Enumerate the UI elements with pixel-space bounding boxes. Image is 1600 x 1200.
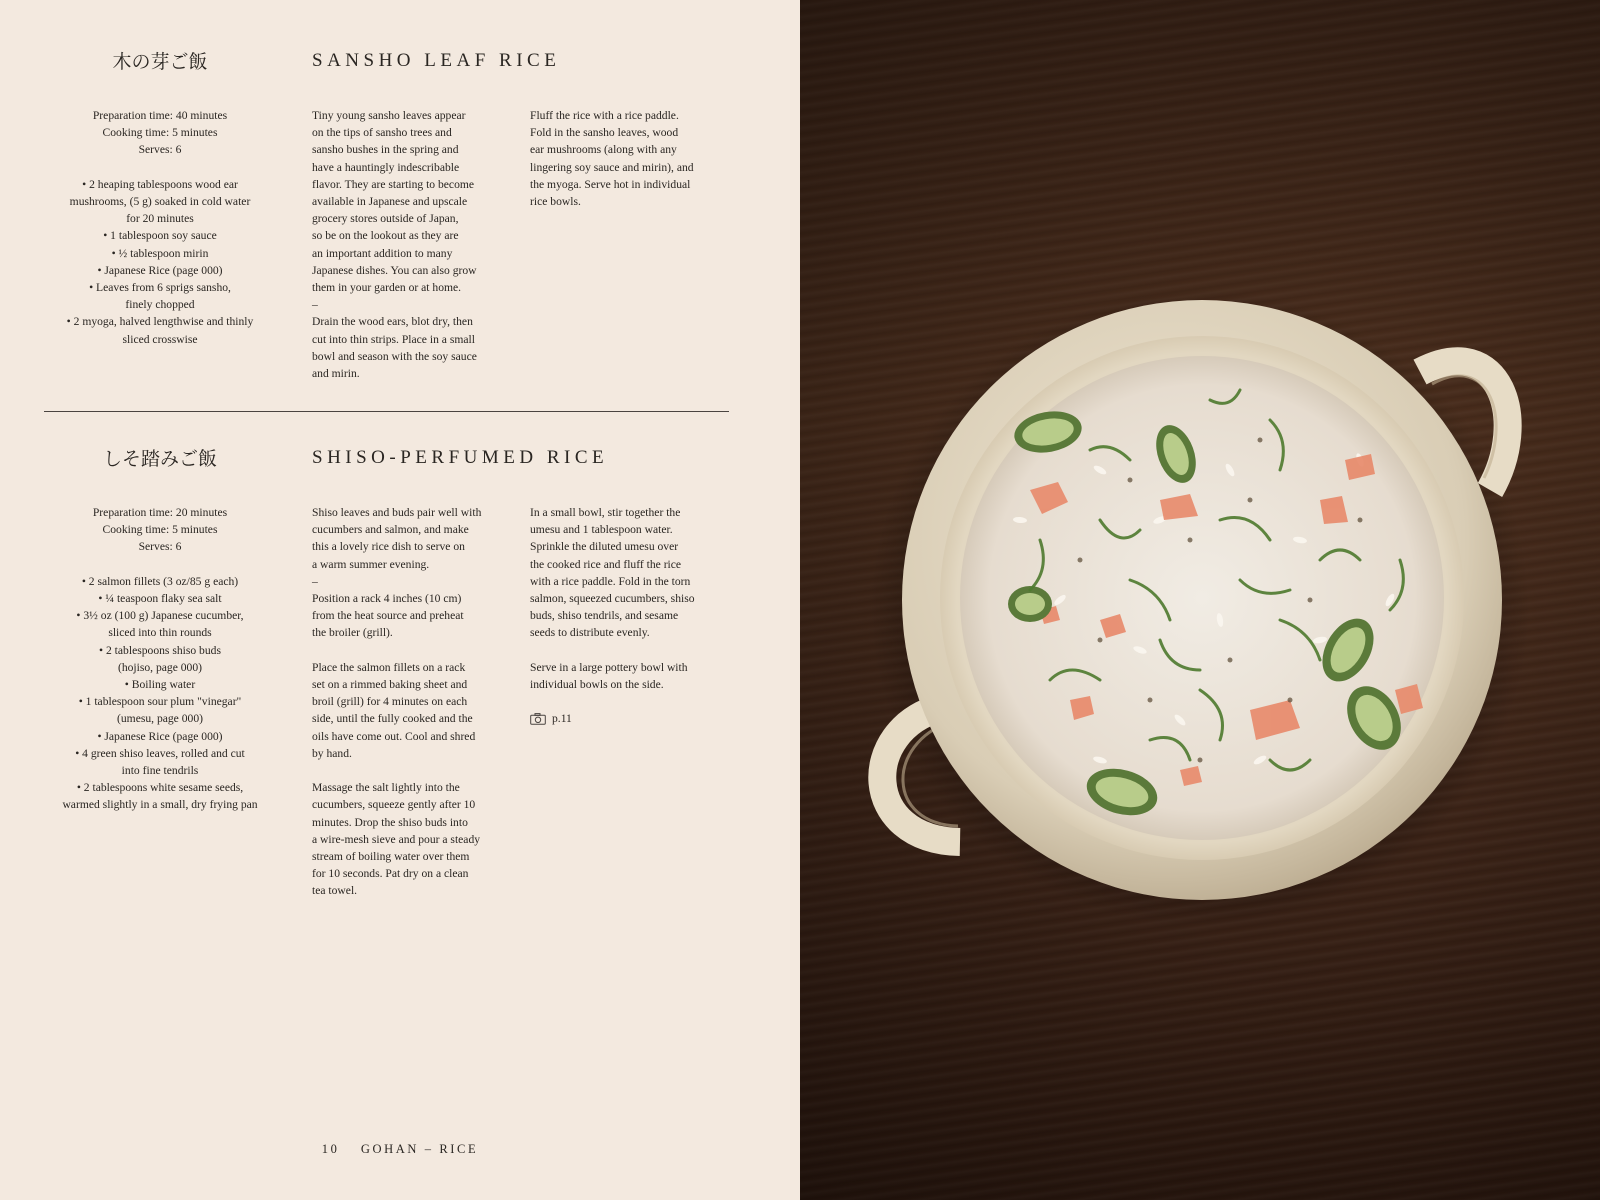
recipe1-en-title: SANSHO LEAF RICE <box>312 50 561 71</box>
recipe1-ingredients <box>44 107 276 348</box>
ingredient-line: • 2 myoga, halved lengthwise and thinly <box>66 315 254 329</box>
ingredient-line: sliced into thin rounds <box>108 626 212 640</box>
text-line: an important addition to many <box>312 246 453 260</box>
recipe1-prep-time: Preparation time: 40 minutes <box>92 109 228 122</box>
ingredient-line: mushrooms, (5 g) soaked in cold water <box>69 195 251 208</box>
ingredient-line: • Leaves from 6 sprigs sansho, <box>89 281 231 295</box>
recipe2-jp-title: しそ踏みご飯 <box>102 448 217 470</box>
text-line: the cooked rice and fluff the rice <box>530 557 682 571</box>
text-line: Position a rack 4 inches (10 cm) <box>312 592 462 606</box>
recipe2-ingredients <box>44 504 276 814</box>
page-footer <box>300 1142 500 1157</box>
section-divider <box>44 411 729 412</box>
recipe2-en-title: SHISO-PERFUMED RICE <box>312 447 609 468</box>
ingredient-line: • 2 tablespoons shiso buds <box>99 643 221 657</box>
recipe1-method-end <box>530 107 735 210</box>
text-line: individual bowls on the side. <box>530 678 664 692</box>
ingredient-line: for 20 minutes <box>126 212 194 226</box>
text-line: grocery stores outside of Japan, <box>312 212 459 226</box>
text-line: broil (grill) for 4 minutes on each <box>312 695 468 709</box>
text-line: a wire-mesh sieve and pour a steady <box>312 832 481 846</box>
text-line: umesu and 1 tablespoon water. <box>530 523 673 537</box>
text-line: available in Japanese and upscale <box>312 195 468 209</box>
text-line: stream of boiling water over them <box>312 850 470 864</box>
text-line: side, until the fully cooked and the <box>312 712 473 726</box>
text-line: Fold in the sansho leaves, wood <box>530 126 679 140</box>
text-line: Place the salmon fillets on a rack <box>312 660 466 674</box>
text-line: by hand. <box>312 746 352 760</box>
ingredient-line: • 1 tablespoon sour plum "vinegar" <box>78 695 242 709</box>
ingredient-line: • 2 salmon fillets (3 oz/85 g each) <box>81 574 239 588</box>
text-line: them in your garden or at home. <box>312 281 462 295</box>
text-line: Sprinkle the diluted umesu over <box>530 540 679 554</box>
section-title: GOHAN – RICE <box>360 1142 479 1156</box>
text-line: minutes. Drop the shiso buds into <box>312 815 468 829</box>
blank-line <box>312 762 518 779</box>
text-line: Serve in a large pottery bowl with <box>530 660 688 674</box>
text-line: sansho bushes in the spring and <box>312 143 459 157</box>
text-line: Shiso leaves and buds pair well with <box>312 506 482 519</box>
text-line: ear mushrooms (along with any <box>530 143 677 157</box>
ingredient-line: into fine tendrils <box>121 764 199 778</box>
ingredient-line: (umesu, page 000) <box>117 712 203 726</box>
text-line: flavor. They are starting to become <box>312 177 475 191</box>
text-line: with a rice paddle. Fold in the torn <box>530 574 691 588</box>
ingredient-line: finely chopped <box>125 298 195 312</box>
photo-page-ref: p.11 <box>552 712 572 725</box>
recipe2-intro-method <box>312 504 518 900</box>
ingredient-line: • ½ tablespoon mirin <box>111 246 209 260</box>
recipe2-serves: Serves: 6 <box>138 540 182 554</box>
recipe2-method-end <box>530 504 735 693</box>
ingredient-line: • 2 tablespoons white sesame seeds, <box>76 781 244 795</box>
text-line: rice bowls. <box>530 195 581 209</box>
text-line: tea towel. <box>312 884 358 898</box>
ingredient-line: • 1 tablespoon soy sauce <box>103 229 217 243</box>
ingredient-line: • 3½ oz (100 g) Japanese cucumber, <box>76 609 244 623</box>
text-line: seeds to distribute evenly. <box>530 626 650 640</box>
text-line: for 10 seconds. Pat dry on a clean <box>312 867 469 881</box>
text-line: Tiny young sansho leaves appear <box>312 109 466 122</box>
text-line: have a hauntingly indescribable <box>312 160 460 174</box>
text-line: the broiler (grill). <box>312 626 393 640</box>
recipe2-prep-time: Preparation time: 20 minutes <box>92 506 228 519</box>
text-line: from the heat source and preheat <box>312 609 464 623</box>
recipe2-cook-time: Cooking time: 5 minutes <box>102 523 218 537</box>
recipe1-cook-time: Cooking time: 5 minutes <box>102 126 218 140</box>
food-photo <box>800 0 1600 1200</box>
text-line: set on a rimmed baking sheet and <box>312 678 468 692</box>
text-line: salmon, squeezed cucumbers, shiso <box>530 592 695 606</box>
text-line: Japanese dishes. You can also grow <box>312 263 477 277</box>
recipe1-serves: Serves: 6 <box>138 143 182 157</box>
recipe1-intro-method <box>312 107 518 382</box>
text-line: lingering soy sauce and mirin), and <box>530 160 694 174</box>
text-line: cucumbers and salmon, and make <box>312 523 469 537</box>
text-line: buds, shiso tendrils, and sesame <box>530 609 679 623</box>
ingredient-line: • ¼ teaspoon flaky sea salt <box>98 592 222 605</box>
text-line: this a lovely rice dish to serve on <box>312 540 465 554</box>
text-line: on the tips of sansho trees and <box>312 126 452 140</box>
camera-icon <box>530 713 546 725</box>
dash-separator: – <box>312 574 318 588</box>
ingredient-line: sliced crosswise <box>122 332 198 346</box>
recipe1-jp-title: 木の芽ご飯 <box>112 51 208 73</box>
text-line: a warm summer evening. <box>312 557 430 571</box>
page-number: 10 <box>321 1142 340 1156</box>
rice-bowl-photo <box>800 0 1600 1200</box>
ingredient-line: • Japanese Rice (page 000) <box>97 263 223 277</box>
ingredient-line: • 4 green shiso leaves, rolled and cut <box>75 746 245 760</box>
ingredient-line: • Japanese Rice (page 000) <box>97 729 223 743</box>
dash-separator: – <box>312 298 318 312</box>
text-line: so be on the lookout as they are <box>312 229 459 243</box>
text-line: the myoga. Serve hot in individual <box>530 177 691 191</box>
blank-line <box>312 642 518 659</box>
text-line: cut into thin strips. Place in a small <box>312 332 475 346</box>
ingredient-line: • 2 heaping tablespoons wood ear <box>82 177 238 191</box>
text-line: cucumbers, squeeze gently after 10 <box>312 798 476 812</box>
text-line: oils have come out. Cool and shred <box>312 729 476 743</box>
text-line: bowl and season with the soy sauce <box>312 349 477 363</box>
text-line: and mirin. <box>312 367 360 381</box>
text-line: Drain the wood ears, blot dry, then <box>312 315 473 329</box>
text-line: Massage the salt lightly into the <box>312 781 460 795</box>
ingredient-line: • Boiling water <box>124 678 196 692</box>
text-line: In a small bowl, stir together the <box>530 506 681 519</box>
blank-line <box>530 642 735 659</box>
ingredient-line: (hojiso, page 000) <box>117 660 203 674</box>
text-line: Fluff the rice with a rice paddle. <box>530 109 679 122</box>
photo-reference[interactable] <box>530 712 572 725</box>
ingredient-line: warmed slightly in a small, dry frying pan <box>62 798 258 812</box>
